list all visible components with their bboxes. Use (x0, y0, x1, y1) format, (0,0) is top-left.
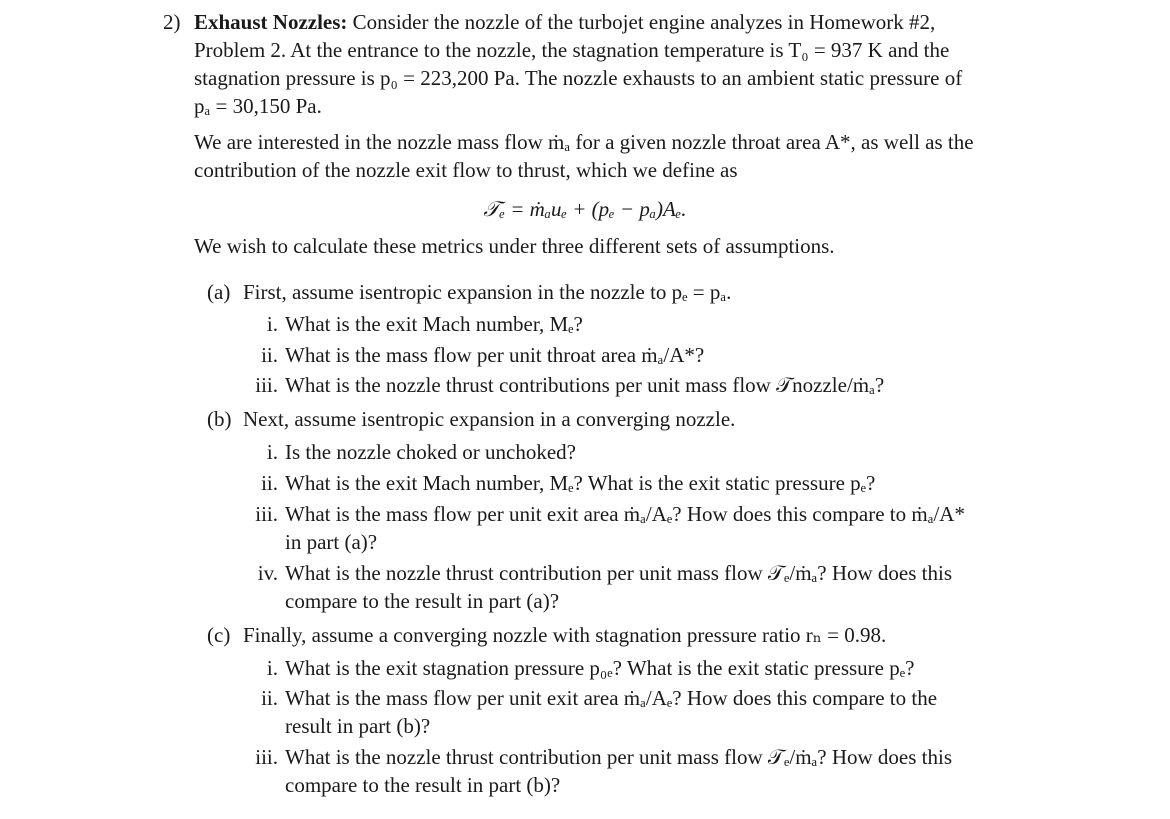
question-text: What is the exit Mach number, Mₑ? What is the exit static pressure pₑ? (285, 471, 876, 495)
question-number: iv. (257, 561, 278, 585)
problem-title: Exhaust Nozzles: (194, 10, 348, 34)
para2-line-2: contribution of the nozzle exit flow to thrust, which we define as (194, 158, 738, 182)
question-text: Is the nozzle choked or unchoked? (285, 440, 576, 464)
part-b-text: Next, assume isentropic expansion in a converging nozzle. (243, 407, 736, 431)
para3: We wish to calculate these metrics under three different sets of assumptions. (194, 234, 835, 258)
intro-line-1 (194, 8, 1034, 36)
para2-line-1: We are interested in the nozzle mass flow ṁₐ for a given nozzle throat area A*, as well as the (194, 130, 974, 154)
question-text: What is the mass flow per unit exit area ṁₐ/Aₑ? How does this compare to ṁₐ/A* (285, 502, 965, 526)
question-number: ii. (261, 471, 278, 495)
question-number: ii. (261, 686, 278, 710)
part-c-text: Finally, assume a converging nozzle with stagnation pressure ratio rₙ = 0.98. (243, 623, 887, 647)
intro-line-3: stagnation pressure is p₀ = 223,200 Pa. The nozzle exhausts to an ambient static pressure of (194, 66, 963, 90)
question-number: i. (266, 656, 278, 680)
part-b-label: (b) (207, 407, 232, 431)
part-c-label: (c) (207, 623, 231, 647)
problem-number: 2) (163, 10, 181, 34)
part-a-label: (a) (207, 280, 231, 304)
question-number: i. (266, 312, 278, 336)
question-number: iii. (255, 745, 278, 769)
question-text: What is the exit Mach number, Mₑ? (285, 312, 583, 336)
question-text-cont: in part (a)? (285, 530, 378, 554)
question-text: What is the mass flow per unit exit area ṁₐ/Aₑ? How does this compare to the (285, 686, 938, 710)
question-number: iii. (255, 373, 278, 397)
intro-line-4: pₐ = 30,150 Pa. (194, 94, 322, 118)
question-number: iii. (255, 502, 278, 526)
thrust-equation: 𝒯ₑ = ṁₐuₑ + (pₑ − pₐ)Aₑ. (483, 197, 687, 221)
question-number: i. (266, 440, 278, 464)
question-text: What is the nozzle thrust contributions per unit mass flow 𝒯nozzle/ṁₐ? (285, 373, 885, 397)
part-a-text: First, assume isentropic expansion in the nozzle to pₑ = pₐ. (243, 280, 732, 304)
question-text: What is the exit stagnation pressure p₀ₑ? What is the exit static pressure pₑ? (285, 656, 915, 680)
intro-line-2: Problem 2. At the entrance to the nozzle, the stagnation temperature is T₀ = 937 K and the (194, 38, 950, 62)
question-text: What is the nozzle thrust contribution per unit mass flow 𝒯ₑ/ṁₐ? How does this (285, 745, 953, 769)
question-number: ii. (261, 343, 278, 367)
question-text-cont: result in part (b)? (285, 714, 431, 738)
question-text-cont: compare to the result in part (b)? (285, 773, 561, 797)
question-text: What is the nozzle thrust contribution per unit mass flow 𝒯ₑ/ṁₐ? How does this (285, 561, 953, 585)
intro-line-1-text: Consider the nozzle of the turbojet engine analyzes in Homework #2, (352, 10, 936, 34)
question-text-cont: compare to the result in part (a)? (285, 589, 560, 613)
question-text: What is the mass flow per unit throat area ṁₐ/A*? (285, 343, 705, 367)
